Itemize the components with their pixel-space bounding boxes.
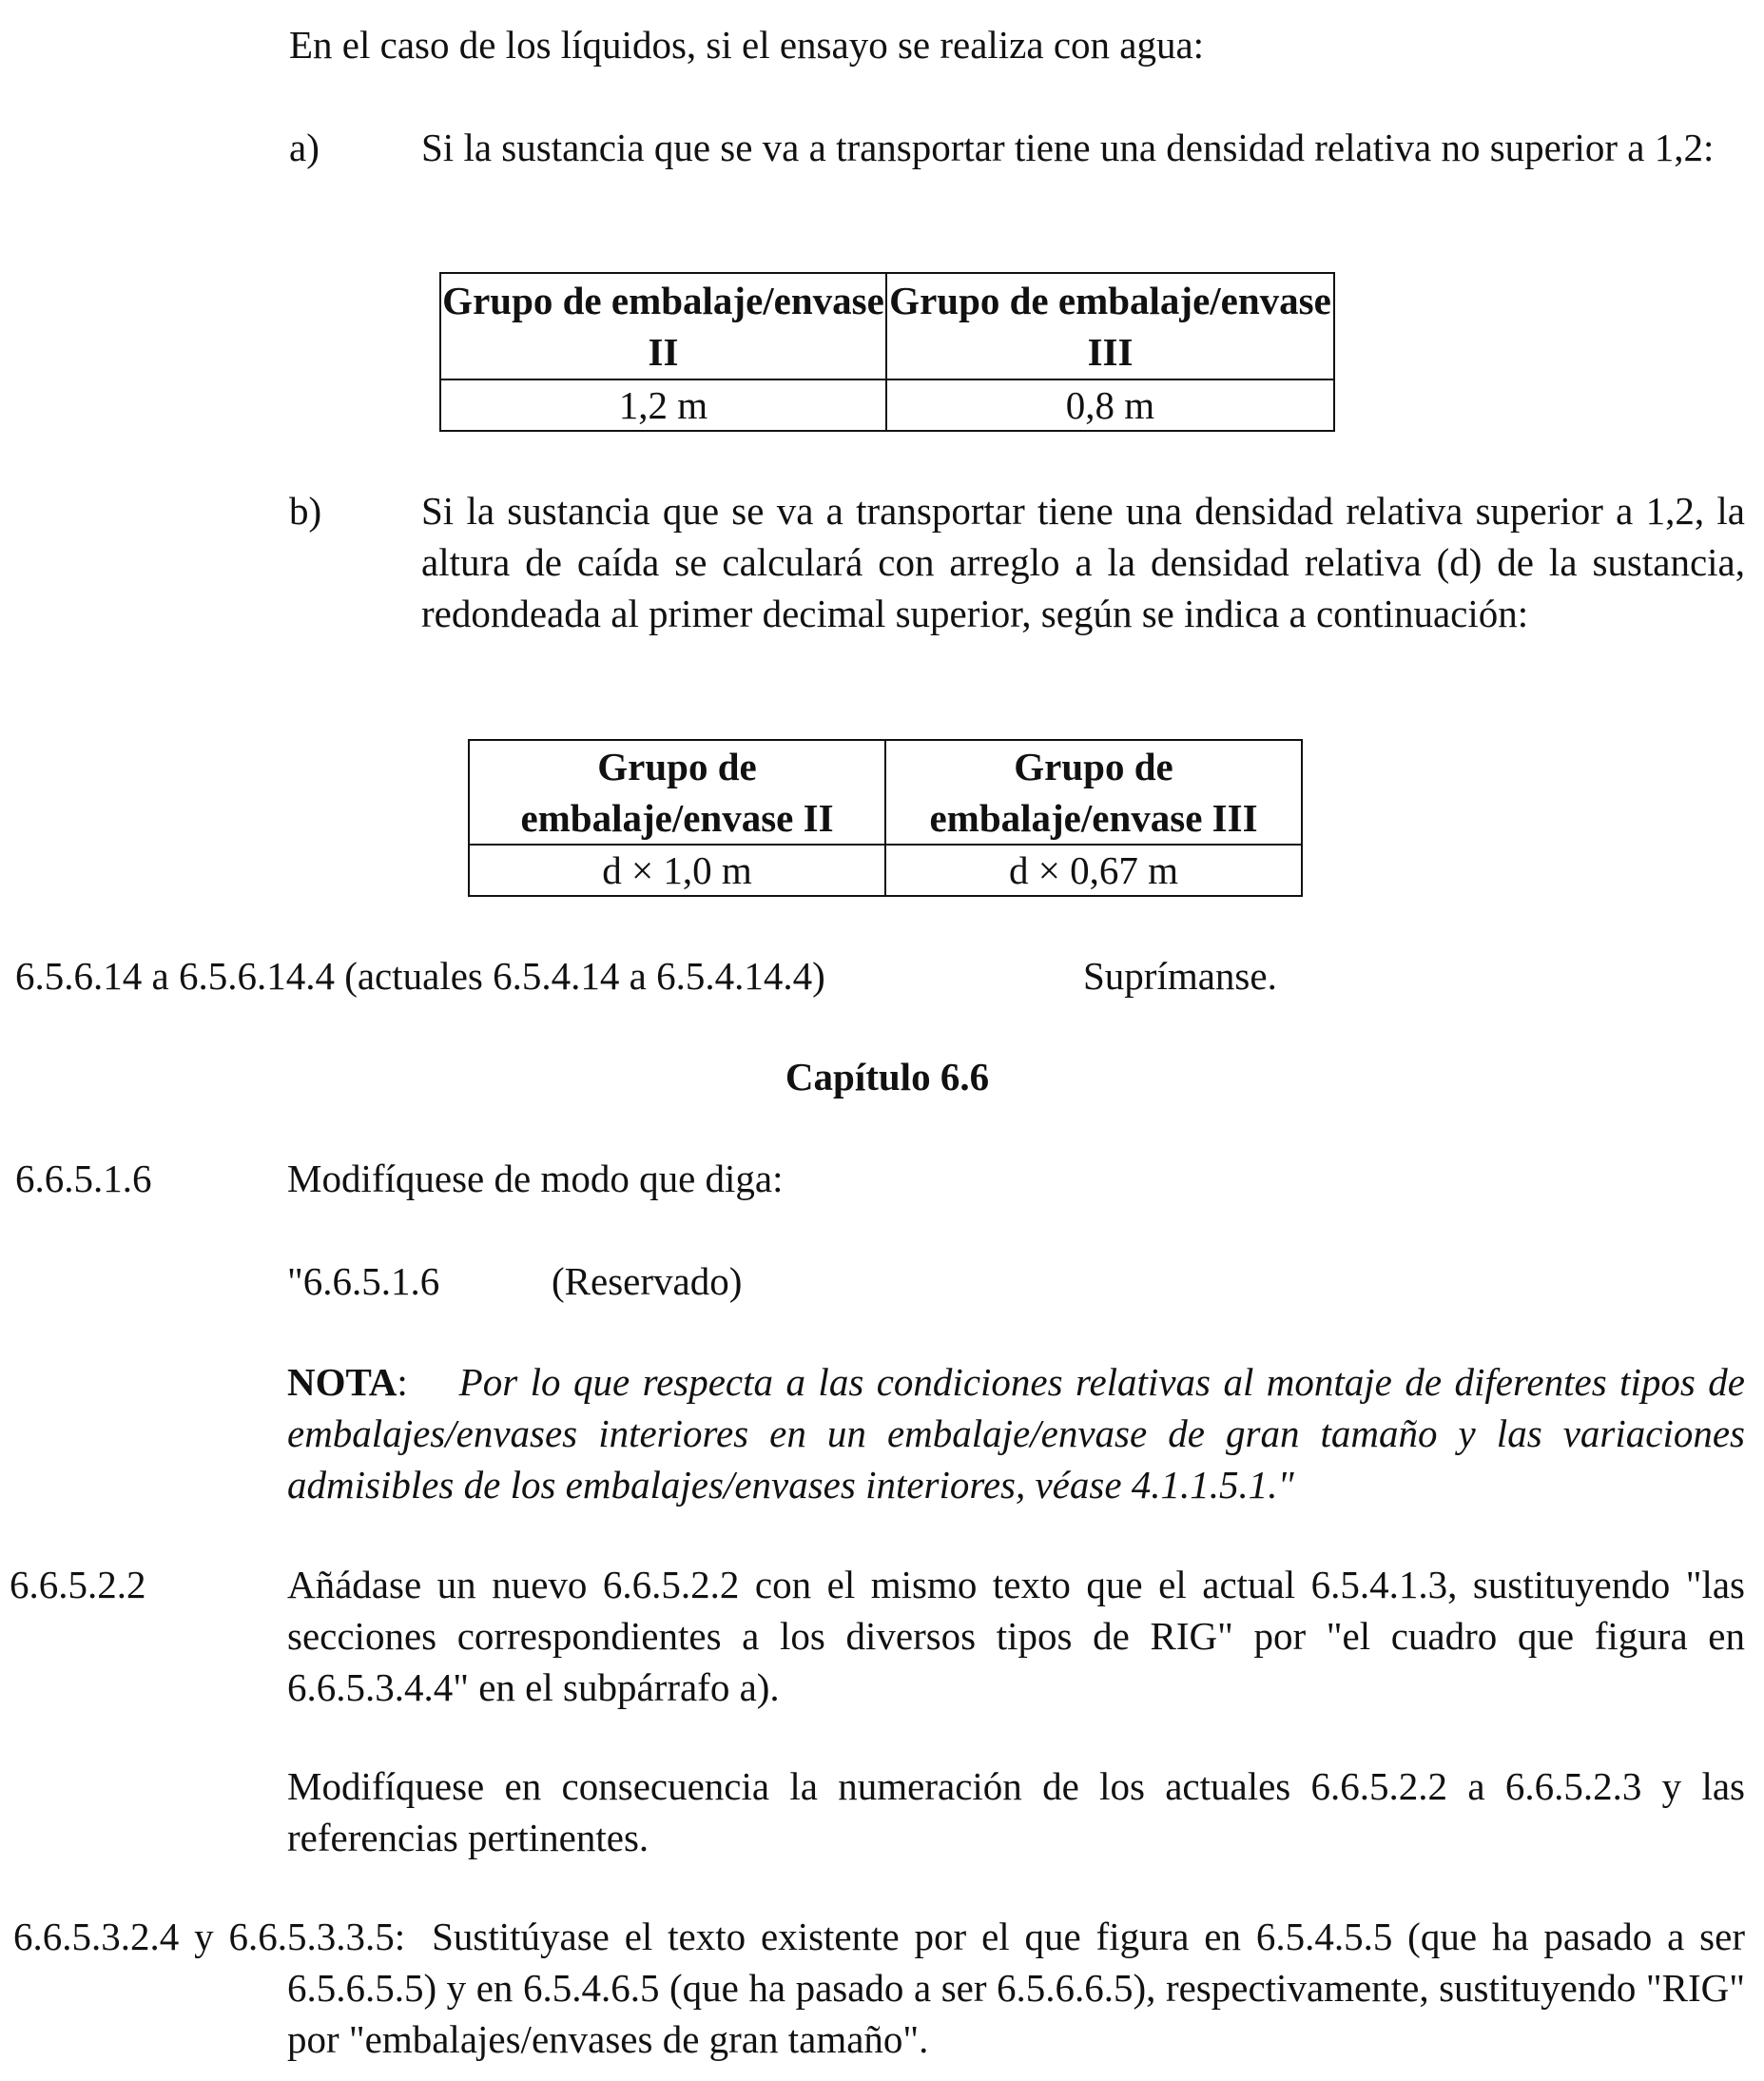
item-a-marker: a) [289, 126, 320, 169]
intro-paragraph: En el caso de los líquidos, si el ensayo se realiza con agua: [289, 23, 1205, 67]
suppress-reference: 6.5.6.14 a 6.5.6.14.4 (actuales 6.5.4.14 a 6.5.4.14.4) [15, 954, 825, 998]
section-number-66516: 6.6.5.1.6 [15, 1157, 152, 1200]
table-a-header-pg3: Grupo de embalaje/envase III [886, 273, 1334, 379]
note-label: NOTA [287, 1360, 397, 1404]
item-b-marker: b) [289, 489, 322, 533]
section-text-66516: Modifíquese de modo que diga: [287, 1157, 784, 1200]
section-66532-paragraph [13, 1911, 1745, 2065]
item-a-text: Si la sustancia que se va a transportar tiene una densidad relativa no superior a 1,2: [421, 126, 1715, 169]
section-text-66532: Sustitúyase el texto existente por el que figura en 6.5.4.5.5 (que ha pasado a ser 6.5.6.5.5) y en 6.5.4.6.5 (que ha pasado a ser 6.5.6.6.5), respectivamente, sustituyendo "RIG" por "embalajes/envases de gran tamaño". [287, 1915, 1745, 2061]
note-colon: : [397, 1360, 408, 1404]
note-paragraph [287, 1356, 1745, 1510]
note-text: Por lo que respecta a las condiciones relativas al montaje de diferentes tipos de embalajes/envases interiores en un embalaje/envase de gran tamaño y las variaciones admisibles de los embalajes/envases interiores, véase 4.1.1.5.1." [287, 1360, 1746, 1507]
chapter-heading: Capítulo 6.6 [785, 1055, 990, 1099]
drop-height-table-b [468, 739, 1303, 897]
section-text-66522-renumber: Modifíquese en consecuencia la numeración de los actuales 6.6.5.2.2 a 6.6.5.2.3 y las referencias pertinentes. [287, 1764, 1745, 1859]
section-text-66522: Añádase un nuevo 6.6.5.2.2 con el mismo texto que el actual 6.5.4.1.3, sustituyendo "las secciones correspondientes a los diversos tipos de RIG" por "el cuadro que figura en 6.6.5.3.4.4" en el subpárrafo a). [287, 1563, 1745, 1709]
table-b-header-pg2: Grupo de embalaje/envase II [469, 740, 885, 845]
table-b-value-pg3: d × 0,67 m [885, 845, 1302, 896]
section-number-66522: 6.6.5.2.2 [10, 1563, 146, 1606]
suppress-action: Suprímanse. [1083, 954, 1277, 998]
table-a-header-pg2: Grupo de embalaje/envase II [440, 273, 886, 379]
quoted-section-status: (Reservado) [552, 1259, 743, 1303]
drop-height-table-a [439, 272, 1335, 432]
quoted-section-number: "6.6.5.1.6 [287, 1259, 440, 1303]
section-number-66532: 6.6.5.3.2.4 y 6.6.5.3.3.5: [13, 1915, 406, 1958]
table-b-header-pg3: Grupo de embalaje/envase III [885, 740, 1302, 845]
table-a-value-pg3: 0,8 m [886, 379, 1334, 431]
table-a-value-pg2: 1,2 m [440, 379, 886, 431]
table-b-value-pg2: d × 1,0 m [469, 845, 885, 896]
item-b-text: Si la sustancia que se va a transportar tiene una densidad relativa superior a 1,2, la altura de caída se calculará con arreglo a la densidad relativa (d) de la sustancia, redondeada al primer decimal superior, según se indica a continuación: [421, 489, 1745, 635]
